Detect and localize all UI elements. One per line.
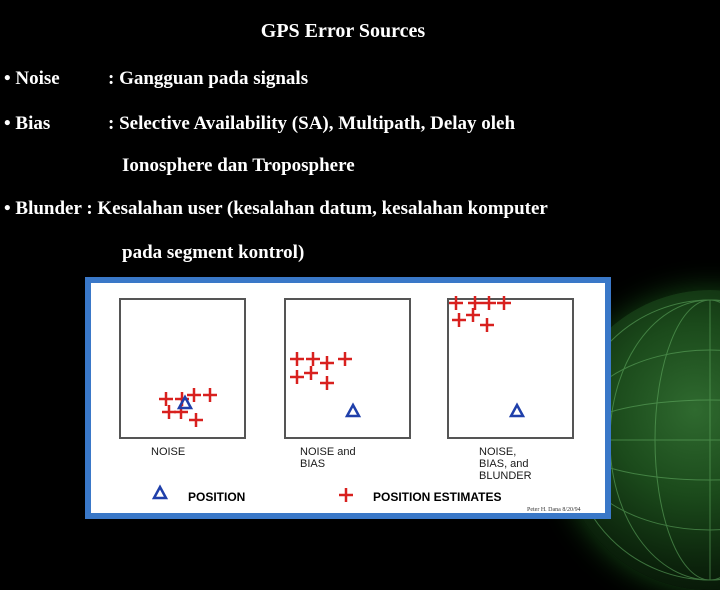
legend-triangle-icon: [154, 487, 166, 498]
panel-noise: [120, 299, 245, 438]
figure-svg: [91, 283, 605, 513]
bullet-bias-text-cont: Ionosphere dan Troposphere: [122, 155, 355, 176]
bullet-bias: • Bias: [4, 113, 51, 134]
slide-title: GPS Error Sources: [260, 20, 426, 42]
panel-label-noise-bias-line1: NOISE and: [300, 446, 356, 458]
panel-label-noise-line1: NOISE: [151, 446, 186, 458]
bullet-noise: • Noise: [4, 68, 60, 89]
legend-position-label: POSITION: [188, 490, 246, 504]
bullet-noise-text: : Gangguan pada signals: [108, 68, 309, 89]
panel-label-noise-bias-line2: BIAS: [300, 458, 326, 470]
figure-credit: Peter H. Dana 8/20/94: [527, 507, 581, 513]
error-sources-figure: [85, 277, 611, 519]
legend-estimates-label: POSITION ESTIMATES: [373, 490, 502, 504]
bullet-bias-text: : Selective Availability (SA), Multipath, Delay oleh: [108, 113, 516, 134]
bullet-blunder-text-cont: pada segment kontrol): [122, 242, 305, 263]
panel-label-blunder-line2: BIAS, and: [479, 458, 529, 470]
panel-label-blunder-line3: BLUNDER: [479, 470, 532, 482]
bullet-blunder: • Blunder : Kesalahan user (kesalahan datum, kesalahan komputer: [4, 198, 548, 219]
legend-cross-icon: [339, 488, 353, 502]
panel-label-blunder-line1: NOISE,: [479, 446, 517, 458]
figure-canvas: [91, 283, 605, 513]
